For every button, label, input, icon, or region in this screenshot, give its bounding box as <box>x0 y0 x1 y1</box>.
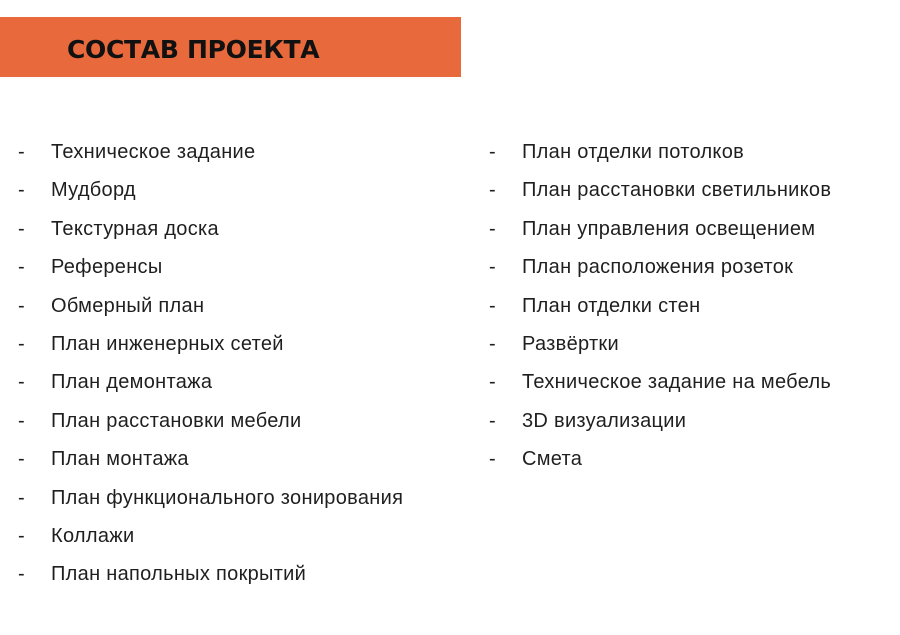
bullet-dash: - <box>489 371 496 394</box>
bullet-dash: - <box>18 486 25 509</box>
bullet-dash: - <box>489 256 496 279</box>
list-item-label: План расстановки мебели <box>51 409 302 432</box>
list-item-label: Смета <box>522 448 583 471</box>
list-item <box>18 517 403 555</box>
list-item <box>489 287 831 325</box>
bullet-dash: - <box>18 217 25 240</box>
list-item <box>489 402 831 440</box>
list-item-label: Техническое задание на мебель <box>522 371 832 394</box>
list-item <box>18 171 403 209</box>
list-item <box>18 440 403 478</box>
title-banner <box>0 17 461 77</box>
list-item <box>18 555 403 593</box>
bullet-dash: - <box>489 409 496 432</box>
list-item-label: Референсы <box>51 256 163 279</box>
right-list <box>489 133 831 479</box>
list-item <box>18 287 403 325</box>
list-item-label: Коллажи <box>51 524 135 547</box>
bullet-dash: - <box>18 256 25 279</box>
list-item <box>489 133 831 171</box>
bullet-dash: - <box>18 179 25 202</box>
bullet-dash: - <box>489 294 496 317</box>
list-item-label: Обмерный план <box>51 294 205 317</box>
list-item-label: План инженерных сетей <box>51 332 284 355</box>
bullet-dash: - <box>18 141 25 163</box>
bullet-dash: - <box>18 409 25 432</box>
list-item-label: Мудборд <box>51 179 136 202</box>
list-item-label: План функционального зонирования <box>51 486 404 509</box>
list-item-label: План демонтажа <box>51 371 213 394</box>
bullet-dash: - <box>18 524 25 547</box>
list-item <box>18 133 403 171</box>
bullet-dash: - <box>489 179 496 202</box>
list-item <box>18 363 403 401</box>
bullet-dash: - <box>489 141 496 163</box>
bullet-dash: - <box>18 332 25 355</box>
list-item <box>489 325 831 363</box>
bullet-dash: - <box>18 448 25 471</box>
list-item <box>489 210 831 248</box>
list-item <box>18 479 403 517</box>
list-item <box>18 210 403 248</box>
bullet-dash: - <box>18 563 25 586</box>
list-item <box>489 248 831 286</box>
list-item <box>489 363 831 401</box>
list-item-label: План напольных покрытий <box>51 563 307 586</box>
list-item <box>18 402 403 440</box>
list-item-label: 3D визуализации <box>522 409 687 432</box>
bullet-dash: - <box>489 332 496 355</box>
list-item-label: План расположения розеток <box>522 256 794 279</box>
bullet-dash: - <box>18 294 25 317</box>
list-item <box>489 171 831 209</box>
list-item <box>18 248 403 286</box>
bullet-dash: - <box>489 448 496 471</box>
list-item-label: Развёртки <box>522 332 619 355</box>
page-title: СОСТАВ ПРОЕКТА <box>67 35 320 64</box>
list-item-label: План отделки потолков <box>522 141 745 163</box>
left-list <box>18 133 403 594</box>
list-item <box>18 325 403 363</box>
list-item-label: План отделки стен <box>522 294 701 317</box>
bullet-dash: - <box>489 217 496 240</box>
list-item-label: План управления освещением <box>522 217 816 240</box>
list-item <box>489 440 831 478</box>
list-item-label: Техническое задание <box>51 141 256 163</box>
list-item-label: План расстановки светильников <box>522 179 832 202</box>
bullet-dash: - <box>18 371 25 394</box>
list-item-label: Текстурная доска <box>51 217 219 240</box>
list-item-label: План монтажа <box>51 448 189 471</box>
